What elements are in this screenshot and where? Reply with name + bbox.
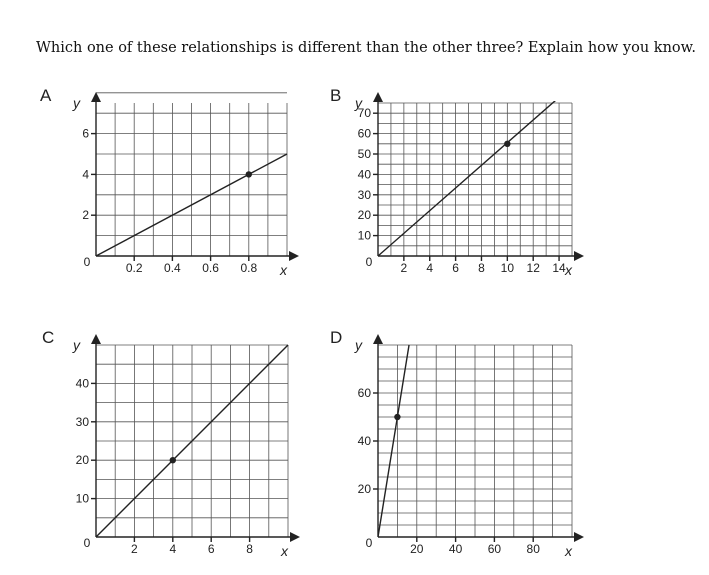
x-axis-name: x	[565, 543, 572, 559]
origin-label: 0	[83, 255, 91, 269]
origin-label: 0	[365, 255, 373, 269]
x-tick-label: 4	[426, 261, 434, 275]
panel-letter: A	[40, 86, 52, 105]
y-tick-label: 60	[357, 126, 371, 141]
y-tick-label: 20	[357, 208, 371, 223]
y-tick-label: 20	[357, 482, 371, 496]
x-tick-label: 40	[448, 542, 463, 556]
y-axis-arrow	[91, 334, 101, 344]
y-tick-label: 40	[357, 434, 371, 448]
data-point	[504, 141, 510, 147]
chart-panel-b	[330, 86, 584, 278]
data-point	[394, 414, 400, 420]
y-tick-label: 70	[357, 106, 371, 121]
chart-panel-a	[40, 86, 299, 278]
chart-panel-c	[42, 328, 300, 559]
y-axis-name: y	[355, 95, 362, 111]
y-axis-arrow	[373, 92, 383, 102]
x-tick-label: 0.2	[125, 261, 143, 275]
x-tick-label: 80	[526, 542, 540, 556]
x-axis-name: x	[565, 262, 572, 278]
x-tick-label: 8	[478, 261, 485, 275]
x-axis-name: x	[281, 543, 288, 559]
x-tick-label: 6	[207, 542, 215, 556]
x-tick-label: 2	[131, 542, 138, 556]
x-tick-label: 20	[410, 542, 424, 556]
y-tick-label: 4	[82, 167, 89, 182]
x-tick-label: 0.4	[164, 261, 181, 275]
y-tick-label: 30	[357, 187, 371, 202]
x-tick-label: 10	[500, 261, 515, 275]
y-tick-label: 60	[357, 386, 371, 400]
x-tick-label: 2	[400, 261, 408, 275]
chart-panel-d	[330, 328, 584, 559]
x-axis-arrow	[574, 251, 584, 261]
y-tick-label: 30	[75, 414, 89, 429]
y-axis-arrow	[91, 92, 101, 102]
y-tick-label: 6	[82, 126, 89, 141]
x-axis-arrow	[289, 251, 299, 261]
panel-letter: C	[42, 328, 55, 347]
panel-letter: B	[330, 86, 342, 105]
y-axis-name: y	[355, 337, 362, 353]
y-tick-label: 10	[75, 491, 89, 506]
y-tick-label: 2	[82, 208, 89, 223]
x-tick-label: 0.6	[202, 261, 219, 275]
data-point	[170, 457, 176, 463]
y-tick-label: 10	[357, 228, 371, 243]
x-axis-arrow	[574, 532, 584, 542]
y-tick-label: 40	[357, 167, 371, 182]
origin-label: 0	[83, 536, 91, 550]
question-text: Which one of these relationships is different than the other three? Explain how you know.	[36, 40, 696, 56]
x-tick-label: 12	[526, 261, 540, 275]
y-tick-label: 50	[357, 147, 371, 161]
x-axis-name: x	[280, 262, 287, 278]
x-tick-label: 8	[246, 542, 253, 556]
y-axis-name: y	[73, 337, 80, 353]
y-axis-arrow	[373, 334, 383, 344]
x-tick-label: 4	[169, 542, 177, 556]
x-tick-label: 0.8	[240, 261, 258, 275]
origin-label: 0	[365, 536, 373, 550]
x-axis-arrow	[290, 532, 300, 542]
y-tick-label: 20	[75, 453, 89, 468]
panel-letter: D	[330, 328, 343, 347]
y-tick-label: 40	[75, 376, 89, 391]
data-point	[246, 171, 252, 177]
y-axis-name: y	[73, 95, 80, 111]
x-tick-label: 6	[452, 261, 459, 275]
x-tick-label: 14	[552, 261, 566, 275]
x-tick-label: 60	[487, 542, 502, 556]
